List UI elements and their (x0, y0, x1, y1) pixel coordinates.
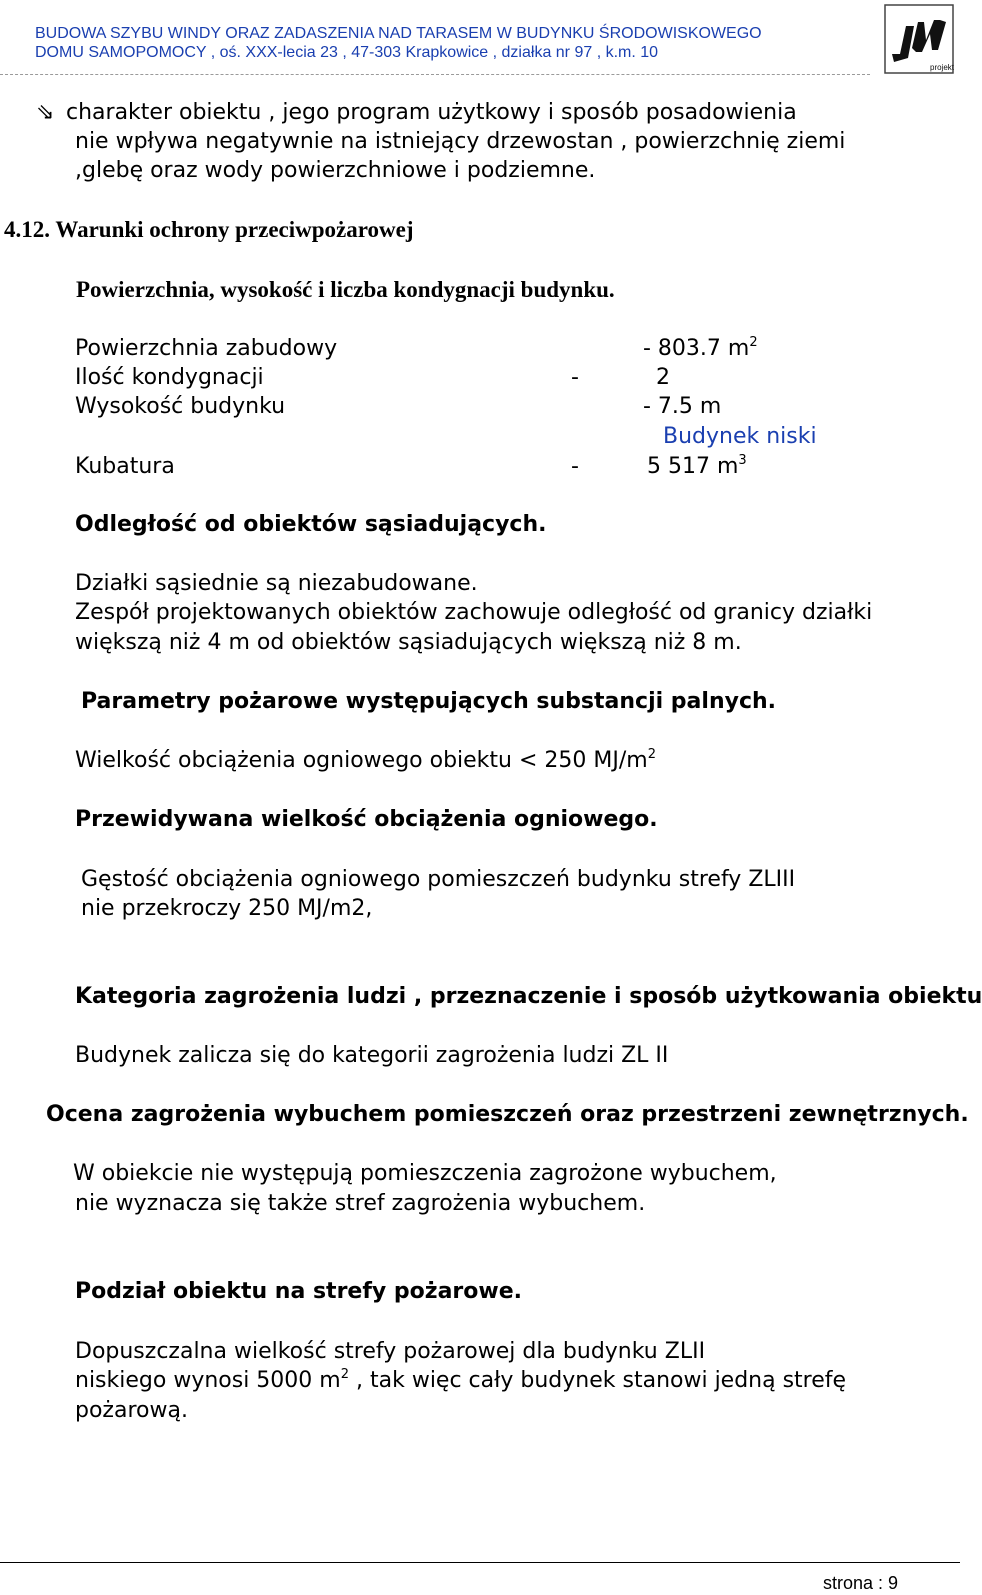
distance-line-2: Zespół projektowanych obiektów zachowuje odległość od granicy działki (75, 600, 873, 625)
load-line-1: Gęstość obciążenia ogniowego pomieszczeń budynku strefy ZLIII (81, 867, 796, 892)
floors-row-dash: - (571, 365, 579, 390)
volume-row-value: 5 517 $m^3$ (647, 453, 747, 479)
floors-row-value: 2 (656, 365, 670, 390)
height-row-value: - 7.5 m (643, 394, 722, 419)
zones-line-3: pożarową. (75, 1398, 188, 1423)
distance-line-1: Działki sąsiednie są niezabudowane. (75, 571, 478, 596)
zones-line-1: Dopuszczalna wielkość strefy pożarowej dla budynku ZLII (75, 1339, 706, 1364)
intro-line-2: nie wpływa negatywnie na istniejący drzewostan , powierzchnię ziemi (75, 129, 846, 154)
header-line-2: DOMU SAMOPOMOCY , oś. XXX-lecia 23 , 47-303 Krapkowice , działka nr 97 , k.m. 10 (35, 44, 659, 61)
category-line-1: Budynek zalicza się do kategorii zagrożenia ludzi ZL II (75, 1043, 669, 1068)
section-number: 4.12. (4, 217, 50, 242)
zones-line-2: niskiego wynosi 5000 $m^2$ , tak więc cały budynek stanowi jedną strefę (75, 1367, 847, 1393)
intro-line-1: charakter obiektu , jego program użytkowy i sposób posadowienia (66, 100, 797, 125)
area-row-label: Powierzchnia zabudowy (75, 336, 338, 361)
floors-row-label: Ilość kondygnacji (75, 365, 264, 390)
distance-line-3: większą niż 4 m od obiektów sąsiadujących większą niż 8 m. (75, 630, 742, 655)
company-logo (884, 4, 954, 74)
page-number: strona : 9 (823, 1573, 899, 1593)
explosion-heading: Ocena zagrożenia wybuchem pomieszczeń oraz przestrzeni zewnętrznych. (46, 1102, 969, 1127)
load-heading: Przewidywana wielkość obciążenia ogniowego. (75, 807, 658, 832)
params-heading: Parametry pożarowe występujących substancji palnych. (81, 689, 777, 714)
load-line-2: nie przekroczy 250 MJ/m2, (81, 896, 373, 921)
building-class-note: Budynek niski (663, 424, 817, 449)
params-line-1: Wielkość obciążenia ogniowego obiektu < 250 $MJ/m^2$ (75, 747, 656, 773)
logo-text: projekt (930, 63, 955, 72)
volume-row-dash: - (571, 454, 579, 479)
section-title-text: Warunki ochrony przeciwpożarowej (55, 217, 414, 242)
volume-row-label: Kubatura (75, 454, 175, 479)
distance-heading: Odległość od obiektów sąsiadujących. (75, 512, 547, 537)
area-row-value: - 803.7 $m^2$ (643, 335, 758, 361)
area-heading: Powierzchnia, wysokość i liczba kondygnacji budynku. (76, 277, 615, 302)
section-title (4, 215, 414, 245)
height-row-label: Wysokość budynku (75, 394, 286, 419)
category-heading: Kategoria zagrożenia ludzi , przeznaczenie i sposób użytkowania obiektu (75, 984, 982, 1009)
explosion-line-1: W obiekcie nie występują pomieszczenia zagrożone wybuchem, (73, 1161, 777, 1186)
header-line-1: BUDOWA SZYBU WINDY ORAZ ZADASZENIA NAD TARASEM W BUDYNKU ŚRODOWISKOWEGO (35, 25, 762, 42)
footer-divider (0, 1562, 960, 1563)
zones-heading: Podział obiektu na strefy pożarowe. (75, 1279, 522, 1304)
explosion-line-2: nie wyznacza się także stref zagrożenia wybuchem. (75, 1191, 646, 1216)
intro-line-3: ,glebę oraz wody powierzchniowe i podziemne. (75, 158, 596, 183)
header-divider (0, 74, 870, 75)
document-header (35, 24, 762, 62)
arrow-bullet-icon: ⇘ (36, 100, 55, 125)
